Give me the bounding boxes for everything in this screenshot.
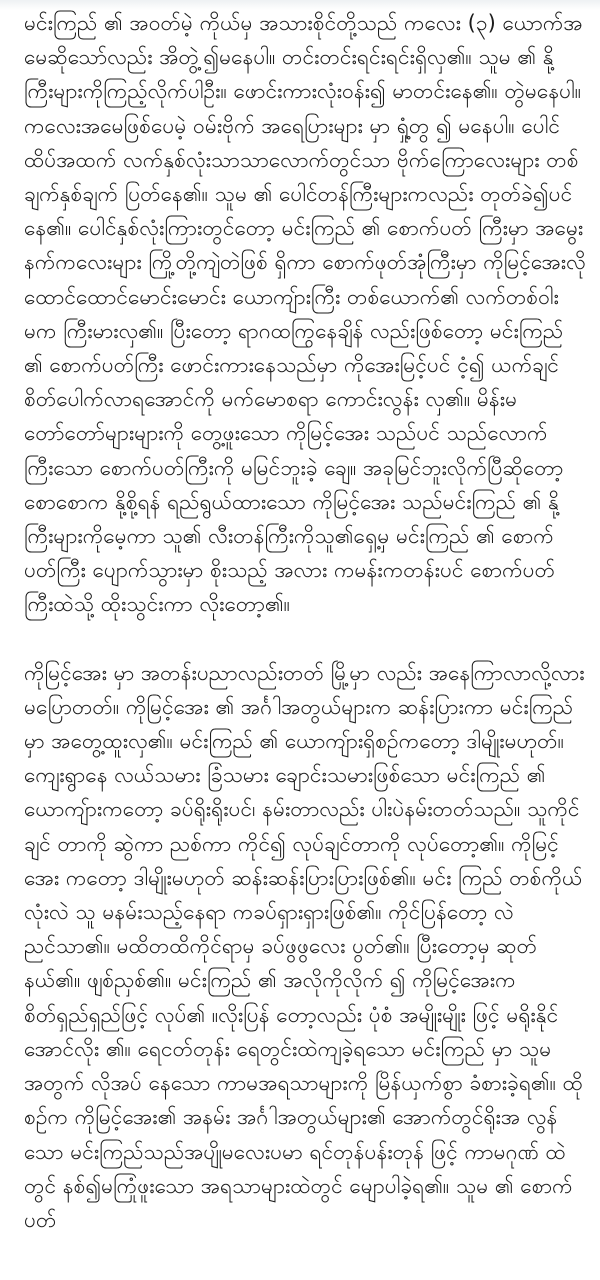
- article-paragraph-1: မင်းကြည် ၏ အဝတ်မဲ့ ကိုယ်မှ အသားစိုင်တို့သည် ကလေး (၃) ယောက်အမေဆိုသော်လည်း အိတွဲ့၍မနေပါ။ တင်းတင်းရင်းရင်းရှိလှ၏။ သူမ ၏ နို့ ကြီးများကိုကြည့်လိုက်ပါဦး။ ဖောင်းကားလုံးဝန်း၍ မာတင်းနေ၏။ တွဲမနေပါ။ ကလေးအမေဖြစ်ပေမဲ့ ဝမ်းဗိုက် အရေပြားများ မှာ ရှုံ့တွ ၍ မနေပါ။ ပေါင်ထိပ်အထက် လက်နှစ်လုံးသာသာလောက်တွင်သာ ဗိုက်ကြောလေးများ တစ်ချက်နှစ်ချက် ပြတ်နေ၏။ သူမ ၏ ပေါင်တန်ကြီးများကလည်း တုတ်ခဲ၍ပင် နေ၏။ ပေါင်နှစ်လုံးကြားတွင်တော့ မင်းကြည် ၏ စောက်ပတ် ကြီးမှာ အမွေးနက်ကလေးများ ကြို့တို့ကျဲတဲဖြစ် ရှိကာ စောက်ဖုတ်အုံကြီးမှာ ကိုမြင့်အေးလိုထောင်ထောင်မောင်းမောင်း ယောကျ်ားကြီး တစ်ယောက်၏ လက်တစ်ဝါးမက ကြီးမားလှ၏။ ပြီးတော့ ရာဂထကြွနေချိန် လည်းဖြစ်တော့ မင်းကြည် ၏ စောက်ပတ်ကြီး ဖောင်းကားနေသည်မှာ ကိုအေးမြင့်ပင် ငံ့၍ ယက်ချင်စိတ်ပေါက်လာရအောင်ကို မက်မောစရာ ကောင်းလွန်း လှ၏။ မိန်းမတော်တော်များများကို တွေ့ဖူးသော ကိုမြင့်အေး သည်ပင် သည်လောက်ကြီးသော စောက်ပတ်ကြီးကို မမြင်ဘူးခဲ့ ချေ။ အခုမြင်ဘူးလိုက်ပြီဆိုတော့ စောစောက နို့စို့ရန် ရည်ရွယ်ထားသော ကိုမြင့်အေး သည်မင်းကြည် ၏ နို့ကြီးများကိုမေ့ကာ သူ၏ လီးတန်ကြီးကိုသူ၏ရှေ့မှ မင်းကြည် ၏ စောက်ပတ်ကြီး ပျောက်သွားမှာ စိုးသည့် အလား ကမန်းကတန်းပင် စောက်ပတ် ကြီးထဲသို့ ထိုးသွင်းကာ လိုးတော့၏။: [24, 11, 586, 617]
- status-bar-fade: [0, 0, 600, 10]
- article-paragraph-2: ကိုမြင့်အေး မှာ အတန်းပညာလည်းတတ် မြို့မှာ လည်း အနေကြာလာလို့လားမပြောတတ်။ ကိုမြင့်အေး ၏ အင်္ဂါအတွယ်များက ဆန်းပြားကာ မင်းကြည်မှာ အတွေ့ထူးလှ၏။ မင်းကြည် ၏ ယောကျ်ားရှိစဉ်ကတော့ ဒါမျိုးမဟုတ်။ ကျေးရွာနေ လယ်သမား ခြံသမား ချောင်းသမားဖြစ်သော မင်းကြည် ၏ ယောကျ်ားကတော့ ခပ်ရိုးရိုးပင်၊ နမ်းတာလည်း ပါးပဲနမ်းတတ်သည်။ သူကိုင်ချင် တာကို ဆွဲကာ ညစ်ကာ ကိုင်၍ လုပ်ချင်တာကို လုပ်တော့၏။ ကိုမြင့်အေး ကတော့ ဒါမျိုးမဟုတ် ဆန်းဆန်းပြားပြားဖြစ်၏။ မင်း ကြည် တစ်ကိုယ်လုံးလဲ သူ မနမ်းသည့်နေရာ ကခပ်ရှားရှားဖြစ်၏။ ကိုင်ပြန်တော့ လဲ ညင်သာ၏။ မထိတထိကိုင်ရာမှ ခပ်ဖွဖွလေး ပွတ်၏။ ပြီးတော့မှ ဆုတ်နယ်၏။ ဖျစ်ညှစ်၏။ မင်းကြည် ၏ အလိုကိုလိုက် ၍ ကိုမြင့်အေးက စိတ်ရှည်ရှည်ဖြင့် လုပ်၏ ။လိုးပြန် တော့လည်း ပုံစံ အမျိုးမျိုး ဖြင့် မရိုးနိုင်အောင်လိုး ၏။ ရေငတ်တုန်း ရေတွင်းထဲကျခဲ့ရသော မင်းကြည် မှာ သူမအတွက် လိုအပ် နေသော ကာမအရသာများကို မြိန်ယှက်စွာ ခံစားခဲ့ရ၏။ ထိုစဉ်က ကိုမြင့်အေး၏ အနမ်း အင်္ဂါအတွယ်များ၏ အောက်တွင်ရိုးအ လွန်သော မင်းကြည်သည်အပျိုမလေးပမာ ရင်တုန်ပန်းတုန် ဖြင့် ကာမဂုဏ် ထဲတွင် နစ်၍မကြုံဖူးသော အရသာများထဲတွင် မျောပါခဲ့ရ၏။ သူမ ၏ စောက်ပတ်: [24, 660, 585, 1232]
